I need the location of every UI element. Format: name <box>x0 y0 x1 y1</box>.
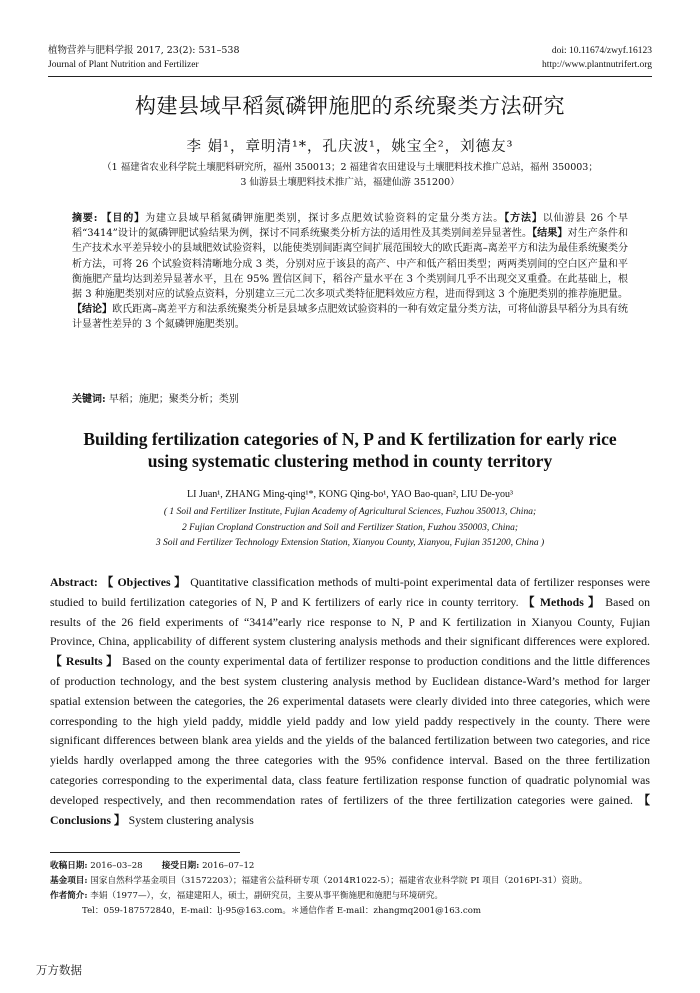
english-affiliation-line: 2 Fujian Cropland Construction and Soil and Fertilizer Station, Fuzhou 350003, China; <box>181 522 519 533</box>
journal-url[interactable]: http://www.plantnutrifert.org <box>541 60 652 70</box>
fund-label: 基金项目: <box>50 876 88 886</box>
accepted-date: 2016–07–12 <box>202 861 255 871</box>
chinese-affiliation-line: 3 仙游县土壤肥料技术推广站，福建仙游 351200） <box>240 177 460 188</box>
chinese-abstract <box>72 211 628 333</box>
abstract-label-cn: 摘要: <box>72 213 98 224</box>
fund-footnote <box>50 874 650 889</box>
english-title-line: using systematic clustering method in county territory <box>147 451 553 471</box>
fund-text: 国家自然科学基金项目（31572203）；福建省公益科研专项（2014R1022-5）；福建省农业科学院 PI 项目（2016PI-31）资助。 <box>90 876 588 886</box>
contact-footnote: Tel：059-187572840，E-mail：lj-95@163.com。＊通信作者 E-mail：zhangmq2001@163.com <box>82 906 482 916</box>
author-bio-text: 李娟（1977—），女，福建建阳人，硕士，副研究员，主要从事平衡施肥和施肥与环境研究。 <box>90 891 444 901</box>
header-divider <box>48 76 652 77</box>
chinese-authors: 李 娟¹，章明清¹*，孔庆波¹，姚宝全²，刘德友³ <box>186 139 514 155</box>
journal-name-en: Journal of Plant Nutrition and Fertilizer <box>48 60 199 70</box>
keywords-text-cn: 早稻；施肥；聚类分析；类别 <box>108 394 239 405</box>
accepted-label: 接受日期: <box>161 861 200 871</box>
footnotes <box>50 859 650 919</box>
conclusion-text-cn: 欧氏距离–离差平方和法系统聚类分析是县域多点肥效试验资料的一种有效定量分类方法，可将仙游县早稻分为具有统计显著性差异的 3 个氮磷钾施肥类别。 <box>72 304 629 331</box>
author-bio-label: 作者简介: <box>50 891 88 901</box>
english-affiliation-line: 3 Soil and Fertilizer Technology Extension Station, Xianyou County, Xianyou, Fujian 351200, China ) <box>155 538 545 548</box>
abstract-label-en: Abstract: <box>50 575 98 589</box>
methods-label-en: 【 Methods 】 <box>522 594 602 609</box>
chinese-keywords <box>72 390 628 405</box>
english-title-line: Building fertilization categories of N, P and K fertilization for early rice <box>83 429 617 449</box>
objective-label-en: 【 Objectives 】 <box>101 575 187 589</box>
methods-text-en: Based on results of the 26 field experiments of “3414”early rice response to N, P and K fertilization in Xianyou County, Fujian Province, China, applicability of different system clustering analysis methods and their significant differences were explored. <box>50 594 651 649</box>
english-affiliations <box>60 505 640 552</box>
received-label: 收稿日期: <box>50 861 88 871</box>
results-text-en: Based on the county experimental data of fertilizer response to production conditions and the little differences of production technology, and the best system clustering analysis method by Euclidean distance-Ward’s method for larger spatial extension between the categories, the 26 experimental datasets were clearly divided into three categories, which were corresponding to the high yield paddy, middle yield paddy and low yield paddy respectively in the county. There were significant differences between blank area yields and the yields of the balanced fertilization between two categories, and rice yields hardly overlapped among the three categories with the 95% confidence interval. Based on the three fertilization categories corresponding to the experimental data, class feature fertilization response function of quadratic polynomial was developed respectively, and then recommendation rates of fertilizers of the three fertilization categories were gained. <box>50 654 650 807</box>
footnote-divider <box>50 852 240 853</box>
dates-footnote <box>50 859 650 874</box>
chinese-affiliations <box>70 160 630 190</box>
keywords-label-cn: 关键词: <box>72 394 106 405</box>
english-title <box>60 428 640 472</box>
results-text-cn: 对生产条件和生产技术水平差异较小的县域肥效试验资料，以能使类别间距离空间扩展范围较大的欧氏距离–离差平方和法为最佳系统聚类分析方法，可将 26 个试验资料清晰地分成 3 类，分别对应于该县的高产、中产和低产稻田类型；两两类别间的空白区产量和平衡施肥产量均达到差异显著水平，且在 95% 置信区间下，稻谷产量水平在 3 个类别间几乎不出现交叉重叠。在此基础上，根据 3 种施肥类别对应的试验点资料，分别建立三元二次多项式类特征肥料效应方程，进而得到这 3 个施肥类别的推荐施肥量。 <box>72 228 629 301</box>
doi-link[interactable]: doi: 10.11674/zwyf.16123 <box>551 46 652 56</box>
objective-text-cn: 为建立县域早稻氮磷钾施肥类别，探讨多点肥效试验资料的定量分类方法。 <box>145 213 505 224</box>
results-label-cn: 【结果】 <box>532 228 568 240</box>
journal-info <box>48 44 240 72</box>
wanfang-watermark: 万方数据 <box>36 963 82 977</box>
conclusion-text-en: System clustering analysis <box>128 812 254 827</box>
received-date: 2016–03–28 <box>90 861 143 871</box>
objective-label-cn: 【目的】 <box>101 213 146 224</box>
conclusion-label-cn: 【结论】 <box>72 304 113 316</box>
english-authors: LI Juan¹, ZHANG Ming-qing¹*, KONG Qing-bo¹, YAO Bao-quan², LIU De-you³ <box>187 489 513 500</box>
chinese-affiliation-line: （1 福建省农业科学院土壤肥料研究所，福州 350013；2 福建省农田建设与土壤肥料技术推广总站，福州 350003； <box>102 162 598 173</box>
article-links <box>542 44 652 72</box>
methods-text-cn: 以仙游县 26 个早稻“3414”设计的氮磷钾肥试验结果为例，探讨不同系统聚类分析方法的适用性及其类别间差异显著性。 <box>72 213 628 240</box>
running-header <box>48 44 652 76</box>
chinese-title: 构建县域早稻氮磷钾施肥的系统聚类方法研究 <box>135 94 565 118</box>
journal-name-cn: 植物营养与肥料学报 2017, 23(2): 531–538 <box>48 45 240 56</box>
author-footnote <box>50 889 650 904</box>
methods-label-cn: 【方法】 <box>504 213 543 224</box>
conclusion-label-en: 【 Conclusions 】 <box>50 792 650 827</box>
english-affiliation-line: ( 1 Soil and Fertilizer Institute, Fujian Academy of Agricultural Sciences, Fuzhou 350013, China; <box>163 507 537 517</box>
objective-text-en: Quantitative classification methods of multi-point experimental data of fertilizer responses were studied to build fertilization categories of N, P and K fertilizers of early rice in county territory. <box>50 575 651 609</box>
results-label-en: 【 Results 】 <box>50 654 119 669</box>
english-abstract <box>50 573 650 830</box>
